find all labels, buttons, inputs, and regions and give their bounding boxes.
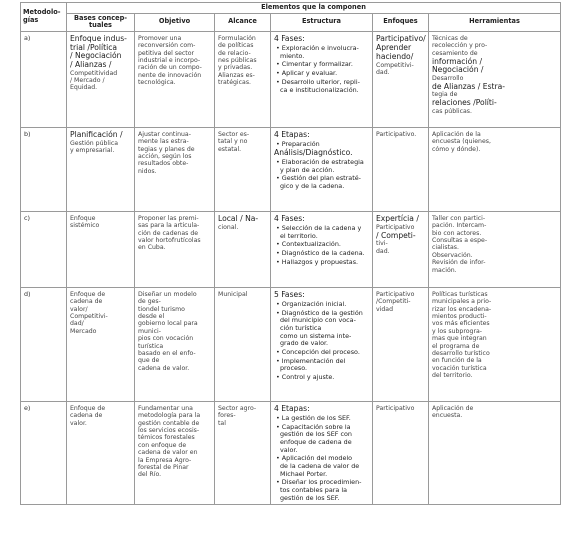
row-label: b) bbox=[21, 127, 67, 211]
cell-line: tegia de bbox=[432, 91, 458, 99]
cell-line: Competitivi- dad/ bbox=[70, 313, 108, 328]
cell-line: Alianzas es- tratégicas. bbox=[218, 71, 255, 87]
bullet-item: • Organización inicial. bbox=[276, 300, 347, 309]
cell-line: Enfoque de cadena de valor. bbox=[70, 404, 106, 427]
bullet-item: • Implementación del proceso. bbox=[276, 356, 346, 373]
column-header-alcance: Alcance bbox=[215, 13, 271, 31]
column-header-objetivo: Objetivo bbox=[135, 13, 215, 31]
bullet-item: • Selección de la cadena y el territorio. bbox=[276, 224, 362, 240]
cell-alcance bbox=[215, 31, 271, 127]
cell-line: Participativo/ bbox=[376, 34, 426, 44]
table-row bbox=[21, 127, 561, 211]
cell-line: 4 Fases: bbox=[274, 214, 305, 224]
row-label: d) bbox=[21, 287, 67, 401]
cell-herramientas bbox=[429, 127, 561, 211]
cell-line: Competitivi- dad. bbox=[376, 61, 414, 76]
cell-line: cas públicas. bbox=[432, 107, 472, 115]
column-header-bases: Bases concep- tuales bbox=[67, 13, 135, 31]
cell-line: Políticas turísticas municipales a prio- rizar los encadena- mientos producti- vos más eficientes y los subprogra- mas que integran el programa de desarrollo turístico en función de la vocación turística del territorio. bbox=[432, 290, 492, 380]
table-body bbox=[21, 31, 561, 504]
cell-estructura bbox=[271, 287, 373, 401]
bullet-item: • Gestión del plan estraté- gico y de la cadena. bbox=[276, 174, 361, 190]
cell-line: Taller con partici- pación. Intercam- bio con actores. Consultas a espe- cialistas. Observación. Revisión de infor- mación. bbox=[432, 214, 488, 274]
cell-line: Expertícia / bbox=[376, 214, 419, 224]
cell-alcance bbox=[215, 127, 271, 211]
column-header-enfoques: Enfoques bbox=[373, 13, 429, 31]
cell-line: cional. bbox=[218, 223, 239, 231]
cell-herramientas bbox=[429, 31, 561, 127]
bullet-item: • Elaboración de estrategia y plan de acción. bbox=[276, 157, 364, 174]
cell-bases-conceptuales bbox=[67, 211, 135, 287]
bullet-item: • Desarrollo ulterior, repli- ca e institucionalización. bbox=[276, 78, 360, 94]
table-row bbox=[21, 287, 561, 401]
cell-line: Enfoque sistémico bbox=[70, 214, 100, 230]
cell-line: Aplicación de la encuesta (quienes, cómo y dónde). bbox=[432, 130, 491, 153]
cell-estructura bbox=[271, 127, 373, 211]
cell-alcance bbox=[215, 287, 271, 401]
cell-line: /Competiti- vidad bbox=[376, 298, 411, 313]
cell-enfoques bbox=[373, 211, 429, 287]
cell-line: Enfoque de cadena de valor/ bbox=[70, 290, 106, 313]
cell-bases-conceptuales bbox=[67, 401, 135, 504]
bullet-item: • Capacitación sobre la gestión de los SEF con enfoque de cadena de valor. bbox=[276, 422, 352, 454]
row-label: c) bbox=[21, 211, 67, 287]
cell-line: Participativo bbox=[376, 223, 415, 231]
bullet-item: • Diseñar los procedimien- tos contables para la gestión de los SEF. bbox=[276, 478, 362, 502]
cell-line: Aprender haciendo/ bbox=[376, 43, 414, 61]
header-group-title: Elementos que la componen bbox=[67, 3, 561, 14]
cell-line: de Alianzas / Estra- bbox=[432, 81, 506, 91]
cell-line: relaciones /Políti- bbox=[432, 98, 497, 108]
cell-objetivo: Promover una reconversión com- petitiva del sector industrial e incorpo- ración de un compo- nente de innovación tecnológica. bbox=[135, 31, 215, 127]
cell-estructura bbox=[271, 401, 373, 504]
cell-estructura bbox=[271, 211, 373, 287]
row-label: e) bbox=[21, 401, 67, 504]
row-label: a) bbox=[21, 31, 67, 127]
bullet-item: • Aplicar y evaluar. bbox=[276, 69, 338, 78]
cell-objetivo: Proponer las premi- sas para la articula- ción de cadenas de valor hortofrutícolas en Cuba. bbox=[135, 211, 215, 287]
bullet-item: • Cimentar y formalizar. bbox=[276, 60, 353, 69]
bullet-item: • Diagnóstico de la cadena. bbox=[276, 249, 365, 258]
cell-line: Técnicas de recolección y pro- cesamiento de bbox=[432, 34, 488, 57]
table-row bbox=[21, 211, 561, 287]
column-header-row bbox=[21, 13, 561, 31]
bullet-item: • Preparación bbox=[276, 140, 320, 149]
methodologies-table bbox=[20, 2, 561, 505]
bullet-item: • La gestión de los SEF. bbox=[276, 414, 351, 423]
table-row bbox=[21, 31, 561, 127]
cell-line: Local / Na- bbox=[218, 214, 259, 224]
cell-line: Gestión pública y empresarial. bbox=[70, 139, 119, 155]
cell-bases-conceptuales bbox=[67, 287, 135, 401]
cell-line: Participativo bbox=[376, 404, 415, 412]
column-header-estructura: Estructura bbox=[271, 13, 373, 31]
cell-line: 5 Fases: bbox=[274, 290, 305, 300]
cell-line: Aplicación de encuesta. bbox=[432, 404, 474, 420]
cell-line: 4 Etapas: bbox=[274, 130, 310, 140]
cell-line: información / Negociación / bbox=[432, 56, 484, 75]
column-header-herramientas: Herramientas bbox=[429, 13, 561, 31]
cell-objetivo: Diseñar un modelo de ges- tiondel turismo desde el gobierno local para munici- pios con vocación turística basado en el enfo- que de cadena de valor. bbox=[135, 287, 215, 401]
cell-line: Sector es- tatal y no estatal. bbox=[218, 130, 250, 153]
cell-line: Participativo bbox=[376, 290, 415, 298]
cell-line: / Competi- bbox=[376, 230, 416, 240]
cell-enfoques bbox=[373, 31, 429, 127]
cell-enfoques bbox=[373, 287, 429, 401]
cell-alcance bbox=[215, 401, 271, 504]
cell-line: Formulación de políticas de relacio- nes públicas y privadas. bbox=[218, 34, 257, 72]
cell-line: Mercado bbox=[70, 327, 97, 335]
cell-alcance bbox=[215, 211, 271, 287]
bullet-item: • Concepción del proceso. bbox=[276, 348, 360, 356]
table-row bbox=[21, 401, 561, 504]
cell-line: Desarrollo bbox=[432, 74, 464, 82]
cell-line: Enfoque indus- trial /Política / Negociación / Alianzas / bbox=[70, 34, 127, 70]
cell-enfoques bbox=[373, 401, 429, 504]
cell-line: Municipal bbox=[218, 290, 248, 298]
cell-line: 4 Fases: bbox=[274, 34, 305, 44]
cell-bases-conceptuales bbox=[67, 31, 135, 127]
cell-estructura bbox=[271, 31, 373, 127]
cell-herramientas bbox=[429, 401, 561, 504]
bullet-item: • Aplicación del modelo de la cadena de valor de Michael Porter. bbox=[276, 454, 360, 478]
cell-herramientas bbox=[429, 211, 561, 287]
bullet-item: • Contextualización. bbox=[276, 240, 341, 249]
cell-line: Planificación / bbox=[70, 130, 123, 140]
cell-herramientas bbox=[429, 287, 561, 401]
cell-bases-conceptuales bbox=[67, 127, 135, 211]
cell-line: Competitividad / Mercado / Equidad. bbox=[70, 69, 118, 92]
cell-objetivo: Fundamentar una metodología para la gestión contable de los servicios ecosis- témicos forestales con enfoque de cadena de valor en la Empresa Agro- forestal de Pinar del Río. bbox=[135, 401, 215, 504]
cell-line: Participativo. bbox=[376, 130, 417, 138]
bullet-item: • Hallazgos y propuestas. bbox=[276, 258, 359, 266]
cell-line: 4 Etapas: bbox=[274, 404, 310, 414]
cell-objetivo: Ajustar continua- mente las estra- tegias y planes de acción, según los resultados obte- nidos. bbox=[135, 127, 215, 211]
cell-line: tivi- dad. bbox=[376, 240, 390, 255]
cell-enfoques bbox=[373, 127, 429, 211]
cell-line: Sector agro- fores- tal bbox=[218, 404, 257, 427]
bullet-item: • Diagnóstico de la gestión del municipio con voca- ción turística como un sistema inte- grado de valor. bbox=[276, 308, 363, 348]
bullet-item: • Control y ajuste. bbox=[276, 373, 335, 382]
header-metodologias: Metodolo- gías bbox=[21, 3, 67, 32]
cell-line: Análisis/Diagnóstico. bbox=[274, 148, 353, 158]
bullet-item: • Exploración e involucra- miento. bbox=[276, 44, 359, 60]
